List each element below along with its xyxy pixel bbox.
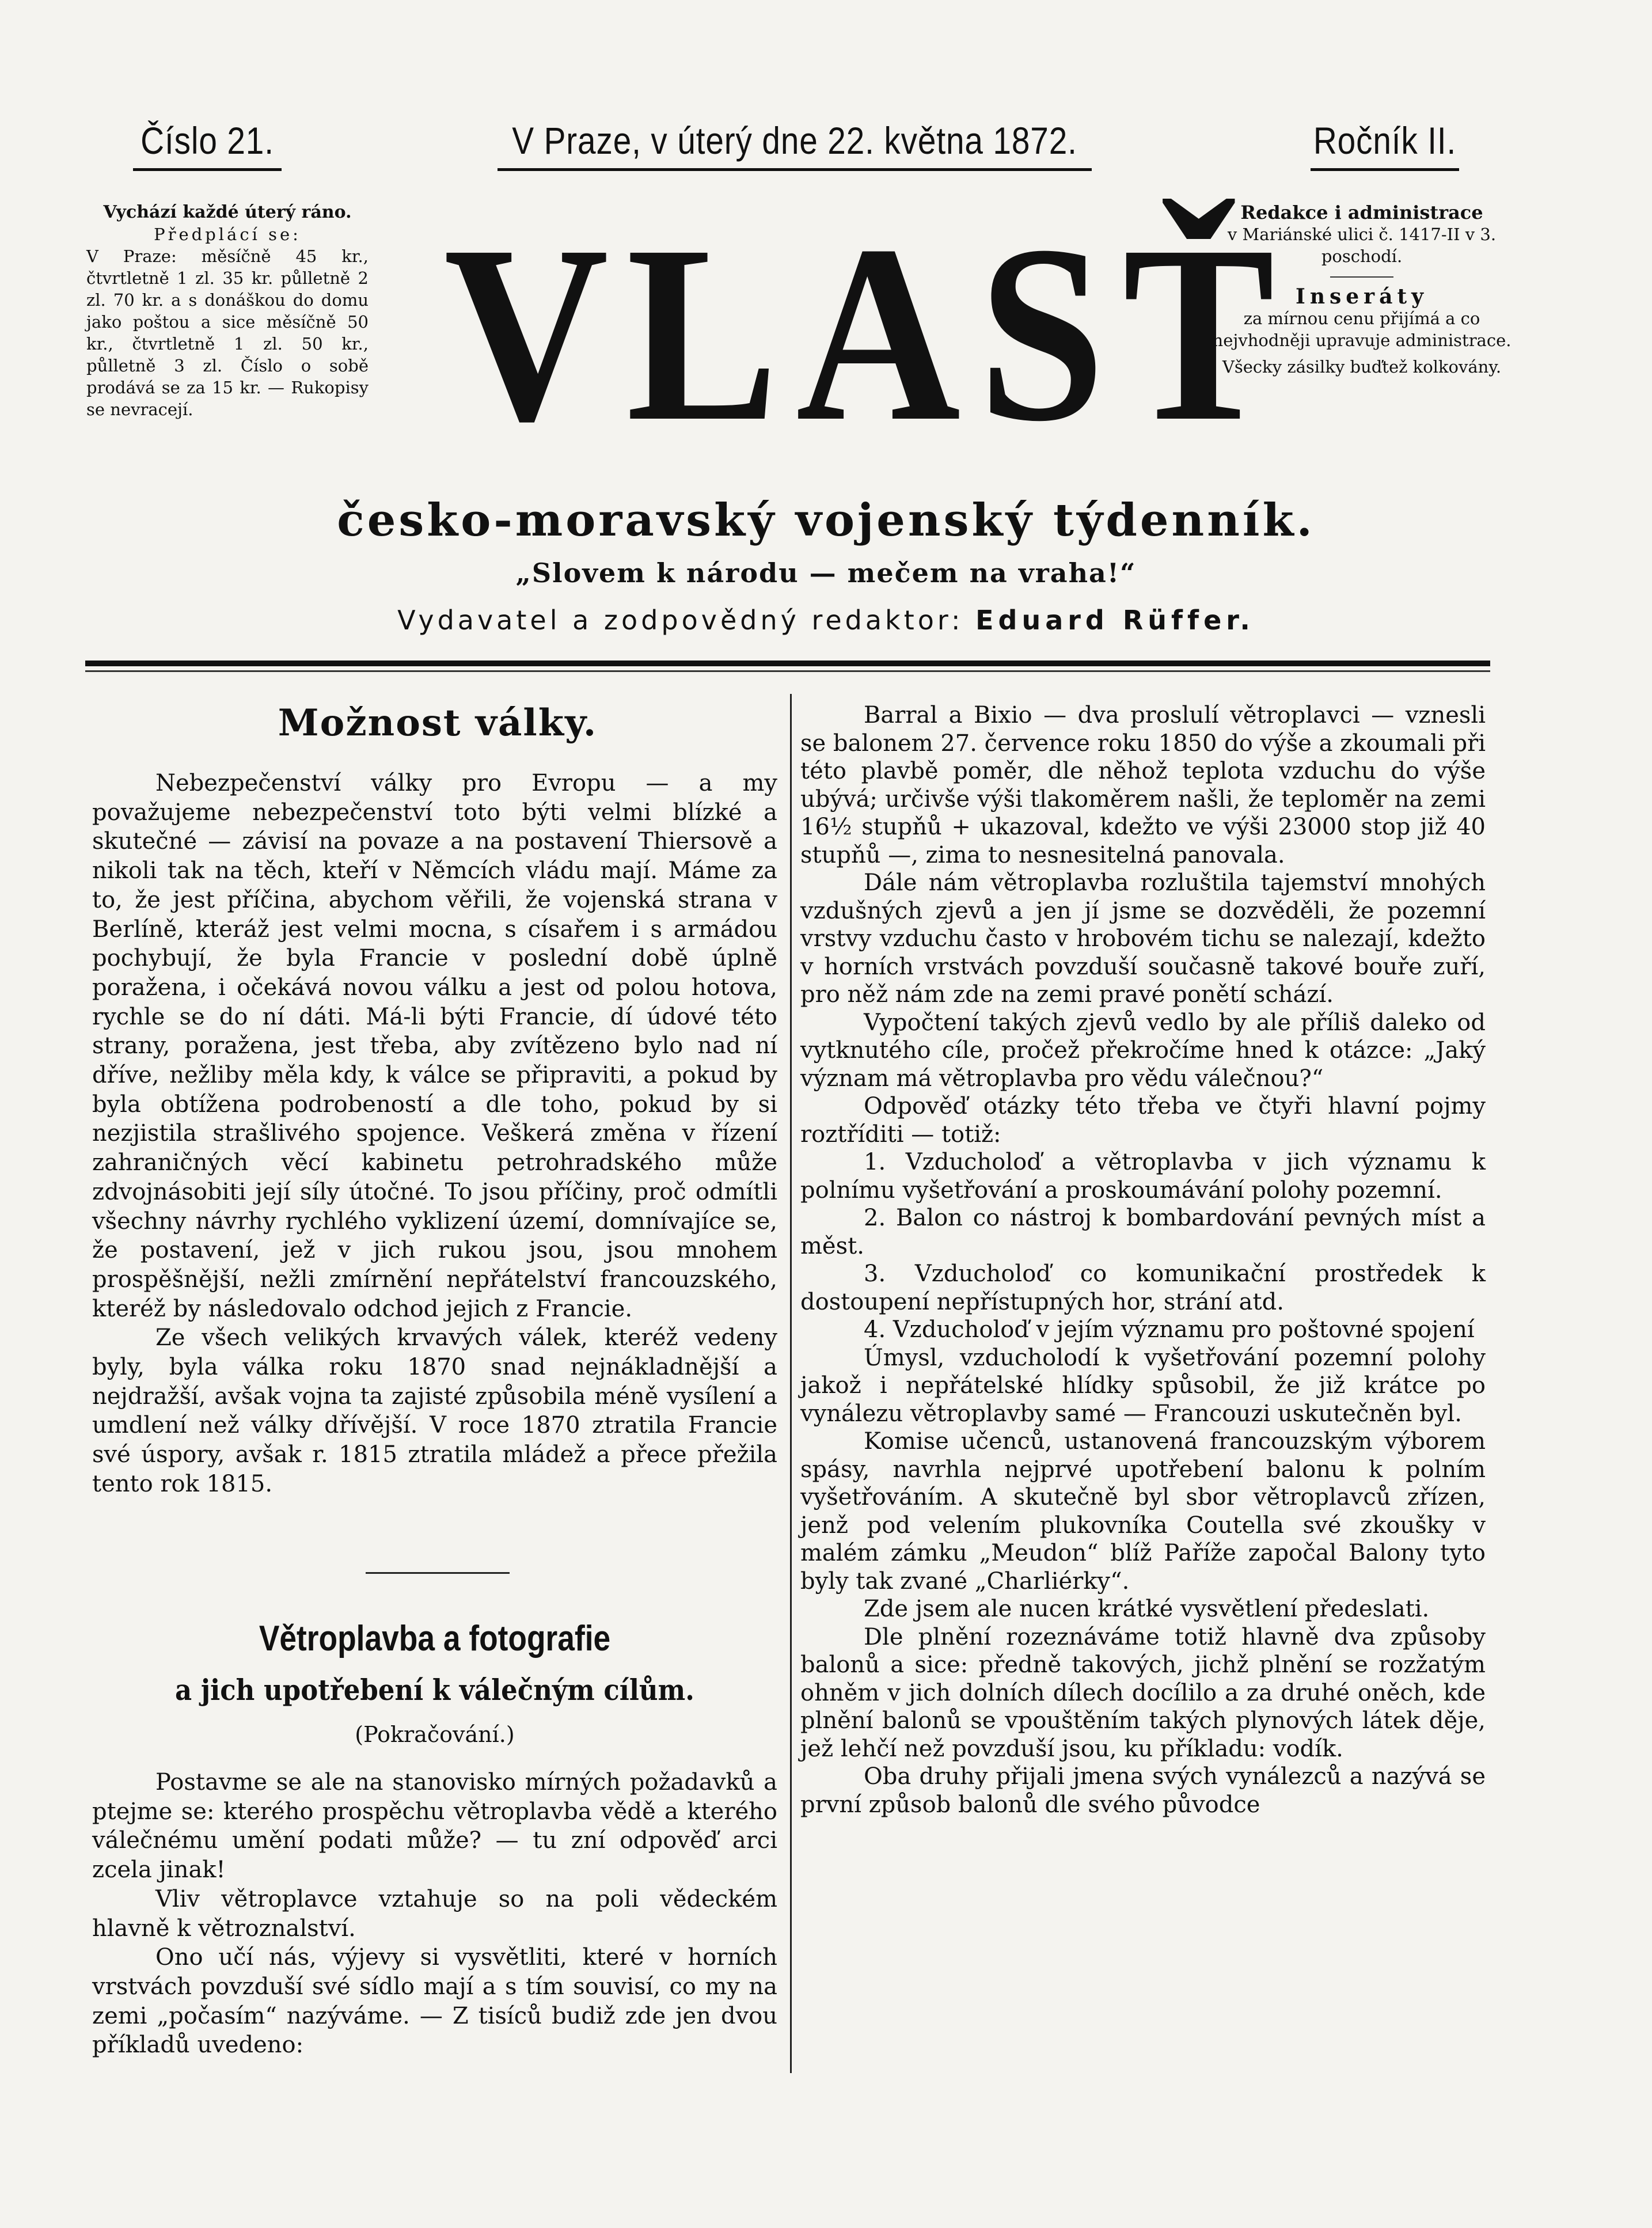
article-body-right	[800, 701, 1486, 1819]
article-title: Možnost války.	[278, 701, 598, 745]
administration-box	[1212, 202, 1512, 378]
article-body	[92, 769, 777, 1499]
date-line: V Praze, v úterý dne 22. května 1872.	[498, 113, 1092, 171]
article-paragraph: 3. Vzducholoď co komunikační prostředek k dostoupení nepřístupných hor, strání atd.	[800, 1261, 1486, 1315]
article-paragraph: Barral a Bixio — dva proslulí větroplavci — vznesli se balonem 27. července roku 1850 do výše a zkoumali při této plavbě poměr, dle něhož teplota vzduchu do výše ubývá; určivše výši tlakoměrem našli, že teploměr na zemi 16½ stupňů + ukazoval, kdežto ve výši 23000 stop již 40 stupňů —, zima to nesnesitelná panovala.	[800, 702, 1486, 868]
publisher-name: Eduard Rüffer.	[975, 605, 1255, 636]
masthead-rule-thin	[85, 670, 1490, 672]
article-paragraph: 1. Vzducholoď a větroplavba v jich významu k polnímu vyšetřování a proskoumávání polohy pozemní.	[800, 1149, 1486, 1204]
publisher-line	[115, 605, 1537, 636]
volume-number: Ročník II.	[1311, 113, 1459, 171]
newspaper-subtitle: česko-moravský vojenský týdenník.	[337, 494, 1315, 546]
editorial-office: Redakce i administrace	[1240, 202, 1483, 223]
article-paragraph: Vypočtení takých zjevů vedlo by ale příliš daleko od vytknutého cíle, pročež překročíme hned k otázce: „Jaký význam má větroplavba pro vědu válečnou?“	[800, 1009, 1486, 1092]
advertisements-note: za mírnou cenu přijímá a co nejvhodněji upravuje administrace.	[1212, 309, 1512, 350]
section-divider	[366, 1572, 510, 1574]
box-divider	[1330, 276, 1393, 278]
article-paragraph: 2. Balon co nástroj k bombardování pevných míst a měst.	[800, 1205, 1486, 1259]
article-subtitle: a jich upotřebení k válečným cílům.	[175, 1673, 694, 1707]
advertisements-heading: Inseráty	[1295, 284, 1429, 309]
publication-schedule: Vychází každé úterý ráno.	[103, 202, 352, 222]
publisher-label: Vydavatel a zodpovědný redaktor:	[397, 605, 964, 636]
article-paragraph: Nebezpečenství války pro Evropu — a my považujeme nebezpečenství toto býti velmi blízké a skutečné — závisí na povaze a na postavení Thiersově a nikoli tak na těch, kteří v Němcích vládu mají. Máme za to, že jest příčina, abychom věřili, že vojenská strana v Berlíně, kteráž jest velmi mocna, s císařem i s armádou pochybují, že byla Francie v poslední době úplně poražena, i očekává novou válku a jest od polou hotova, rychle se do ní dáti. Má-li býti Francie, dí údové této strany, poražena, jest třeba, aby zvítězeno bylo nad ní dříve, nežliby měla kdy, k válce se připraviti, a pokud by byla obtížena podrobeností a dle toho, pokud by si nezjistila strašlivého spojence. Veškerá změna v řízení zahraničných věcí kabinetu petrohradského může zdvojnásobiti její síly útočné. To jsou příčiny, proč odmítli všechny návrhy rychlého vyklizení území, domnívajíce se, že postavení, jež v jich rukou jsou, jsou mnohem prospěšnější, nežli zmírnění nepřátelství francouzského, kteréž by následovalo odchod jejich z Francie.	[92, 770, 777, 1322]
article-title: Větroplavba a fotografie	[259, 1619, 611, 1658]
subscription-label: Předplácí se:	[154, 225, 301, 244]
article-paragraph: Ono učí nás, výjevy si vysvětliti, které v horních vrstvách povzduší své sídlo mají a s tím souvisí, co my na zemi „počasím“ nazýváme. — Z tisíců budiž zde jen dvou příkladů uvedeno:	[92, 1944, 777, 2059]
article-paragraph: Odpověď otázky této třeba ve čtyři hlavní pojmy roztříditi — totiž:	[800, 1093, 1486, 1148]
postage-note: Všecky zásilky buďtež kolkovány.	[1222, 357, 1502, 377]
issue-number: Číslo 21.	[133, 113, 282, 171]
article-paragraph: Ze všech velikých krvavých válek, kteréž vedeny byly, byla válka roku 1870 snad nejnákladnější a nejdražší, avšak vojna ta zajisté způsobila méně vysílení a umdlení než války dřívější. V roce 1870 ztratila Francie své úspory, avšak r. 1815 ztratila mládež a přece přežila tento rok 1815.	[92, 1324, 777, 1497]
subscription-prices: V Praze: měsíčně 45 kr., čtvrtletně 1 zl. 35 kr. půlletně 2 zl. 70 kr. a s donáškou do domu jako poštou a sice měsíčně 50 kr., čtvrtletně 1 zl. 50 kr., půlletně 3 zl. Číslo o sobě prodává se za 15 kr. — Rukopisy se nevracejí.	[86, 246, 369, 419]
newspaper-title: VLASŤ	[444, 193, 1293, 474]
editorial-address: v Mariánské ulici č. 1417-II v 3. poschodí.	[1227, 225, 1497, 266]
newspaper-motto: „Slovem k národu — mečem na vraha!“	[515, 557, 1137, 589]
masthead-rule	[85, 661, 1490, 666]
article-paragraph: 4. Vzducholoď v jejím významu pro poštovné spojení	[864, 1316, 1475, 1343]
article-paragraph: Dále nám větroplavba rozluštila tajemství mnohých vzdušných zjevů a jen jí jsme se dozvěděli, že pozemní vrstvy vzduchu často v hrobovém tichu se nalezají, kdežto v horních vrstvách povzduší současně takové bouře zuří, pro něž nám zde na zemi pravé ponětí schází.	[800, 870, 1486, 1008]
continued-note: (Pokračování.)	[355, 1722, 515, 1747]
article-paragraph: Zde jsem ale nucen krátké vysvětlení předeslati.	[864, 1596, 1430, 1622]
article-paragraph: Oba druhy přijali jmena svých vynálezců a nazývá se první způsob balonů dle svého původce	[800, 1763, 1486, 1818]
article-paragraph: Komise učenců, ustanovená francouzským výborem spásy, navrhla nejprvé upotřebení balonu k polním vyšetřováním. A skutečně byl sbor větroplavců zřízen, jenž pod velením plukovníka Coutella své zkoušky v malém zámku „Meudon“ blíž Paříže započal Balony tyto byly tak zvané „Charliérky“.	[800, 1428, 1486, 1595]
article-paragraph: Úmysl, vzducholodí k vyšetřování pozemní polohy jakož i nepřátelské hlídky spůsobil, že již krátce po vynálezu větroplavby samé — Francouzi uskutečněn byl.	[800, 1344, 1486, 1427]
article-paragraph: Dle plnění rozeznáváme totiž hlavně dva způsoby balonů a sice: předně takových, jichž plnění se rozžatým ohněm v jich dolních dílech docílilo a za druhé oněch, kde plnění balonů se vpouštěním takých plynových látek děje, jež lehčí než povzduší jsou, ku příkladu: vodík.	[800, 1623, 1486, 1762]
article-paragraph: Vliv větroplavce vztahuje so na poli vědeckém hlavně k větroznalství.	[92, 1885, 777, 1942]
column-divider	[790, 694, 792, 2073]
article-body	[92, 1768, 777, 2060]
article-paragraph: Postavme se ale na stanovisko mírných požadavků a ptejme se: kterého prospěchu větroplavba vědě a kterého válečnému umění podati může? — tu zní odpověď arci zcela jinak!	[92, 1769, 777, 1884]
subscription-box	[86, 202, 369, 420]
